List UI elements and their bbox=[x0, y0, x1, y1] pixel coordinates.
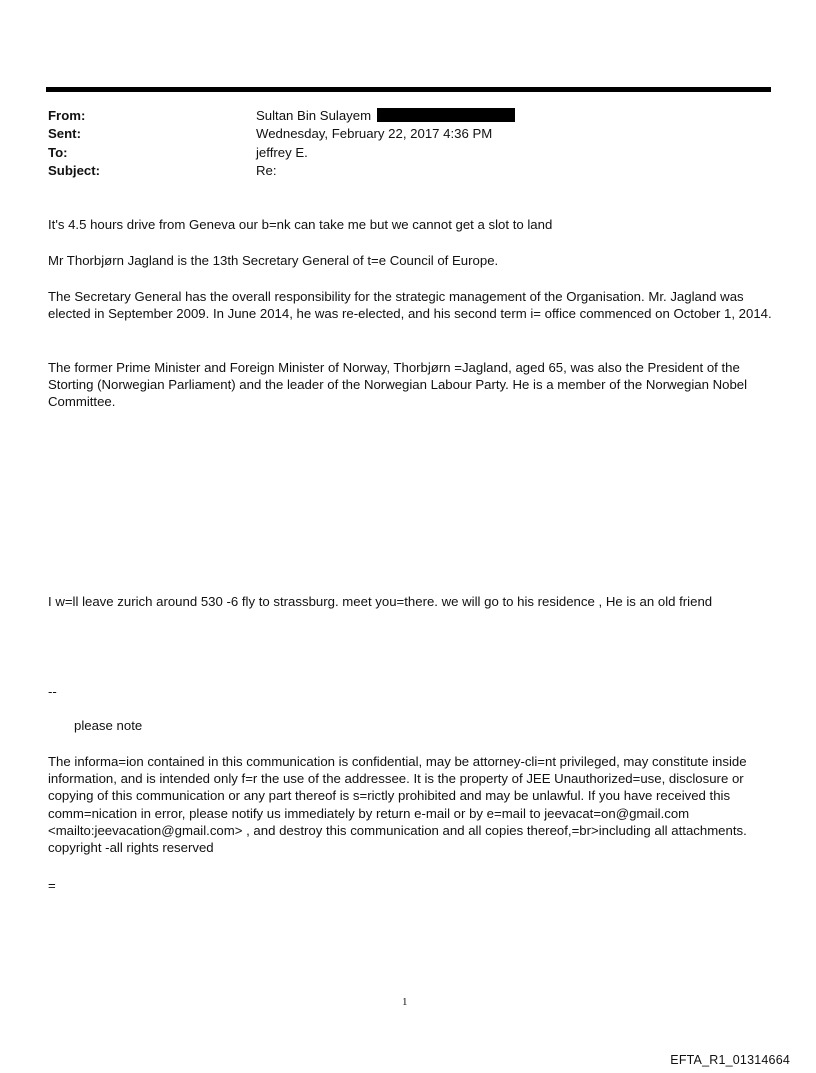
subject-row bbox=[48, 162, 768, 180]
sent-row bbox=[48, 125, 768, 143]
to-row bbox=[48, 144, 768, 162]
disclaimer-text: The informa=ion contained in this communication is confidential, may be attorney-cli=nt privileged, may constitute inside information, and is intended only f=r the use of the addressee. It is the property of JEE Unauthorized=use, disclosure or copying of this communication or any part thereof is s=rictly prohibited and may be unlawful. If you have received this comm=nication in error, please notify us immediately by return e-mail or by e=mail to jeevacat=on@gmail.com <mailto:jeevacation@gmail.com> , and destroy this communication and all copies thereof,=br>including all attachments. copyright -all rights reserved bbox=[48, 754, 747, 856]
subject-label: Subject: bbox=[48, 163, 101, 178]
redaction-box bbox=[377, 108, 515, 122]
subject-value: Re: bbox=[256, 163, 277, 178]
signature-separator: -- bbox=[48, 684, 57, 699]
from-value bbox=[256, 107, 515, 125]
to-value: jeffrey E. bbox=[256, 145, 308, 160]
body-paragraph-4: The former Prime Minister and Foreign Minister of Norway, Thorbjørn =Jagland, aged 65, was also the President of the Storting (Norwegian Parliament) and the leader of the Norwegian Labour Party. He is a member of the Norwegian Nobel Committee. bbox=[48, 360, 748, 410]
to-label: To: bbox=[48, 145, 68, 160]
body-paragraph-1: It's 4.5 hours drive from Geneva our b=nk can take me but we cannot get a slot to land bbox=[48, 217, 553, 232]
sent-value: Wednesday, February 22, 2017 4:36 PM bbox=[256, 126, 493, 141]
from-label: From: bbox=[48, 108, 86, 123]
bates-number: EFTA_R1_01314664 bbox=[670, 1053, 790, 1067]
from-row bbox=[48, 107, 768, 125]
body-paragraph-5: I w=ll leave zurich around 530 -6 fly to strassburg. meet you=there. we will go to his residence , He is an old friend bbox=[48, 594, 713, 609]
header-rule bbox=[46, 87, 771, 92]
body-paragraph-2: Mr Thorbjørn Jagland is the 13th Secretary General of t=e Council of Europe. bbox=[48, 253, 499, 268]
please-note: please note bbox=[74, 718, 143, 733]
body-paragraph-3: The Secretary General has the overall responsibility for the strategic management of the Organisation. Mr. Jagland was elected in September 2009. In June 2014, he was re-elected, and his second term i= office commenced on October 1, 2014. bbox=[48, 289, 772, 322]
sent-label: Sent: bbox=[48, 126, 81, 141]
trailing-equals: = bbox=[48, 878, 56, 893]
from-name: Sultan Bin Sulayem bbox=[256, 108, 372, 123]
page-number: 1 bbox=[402, 996, 408, 1008]
